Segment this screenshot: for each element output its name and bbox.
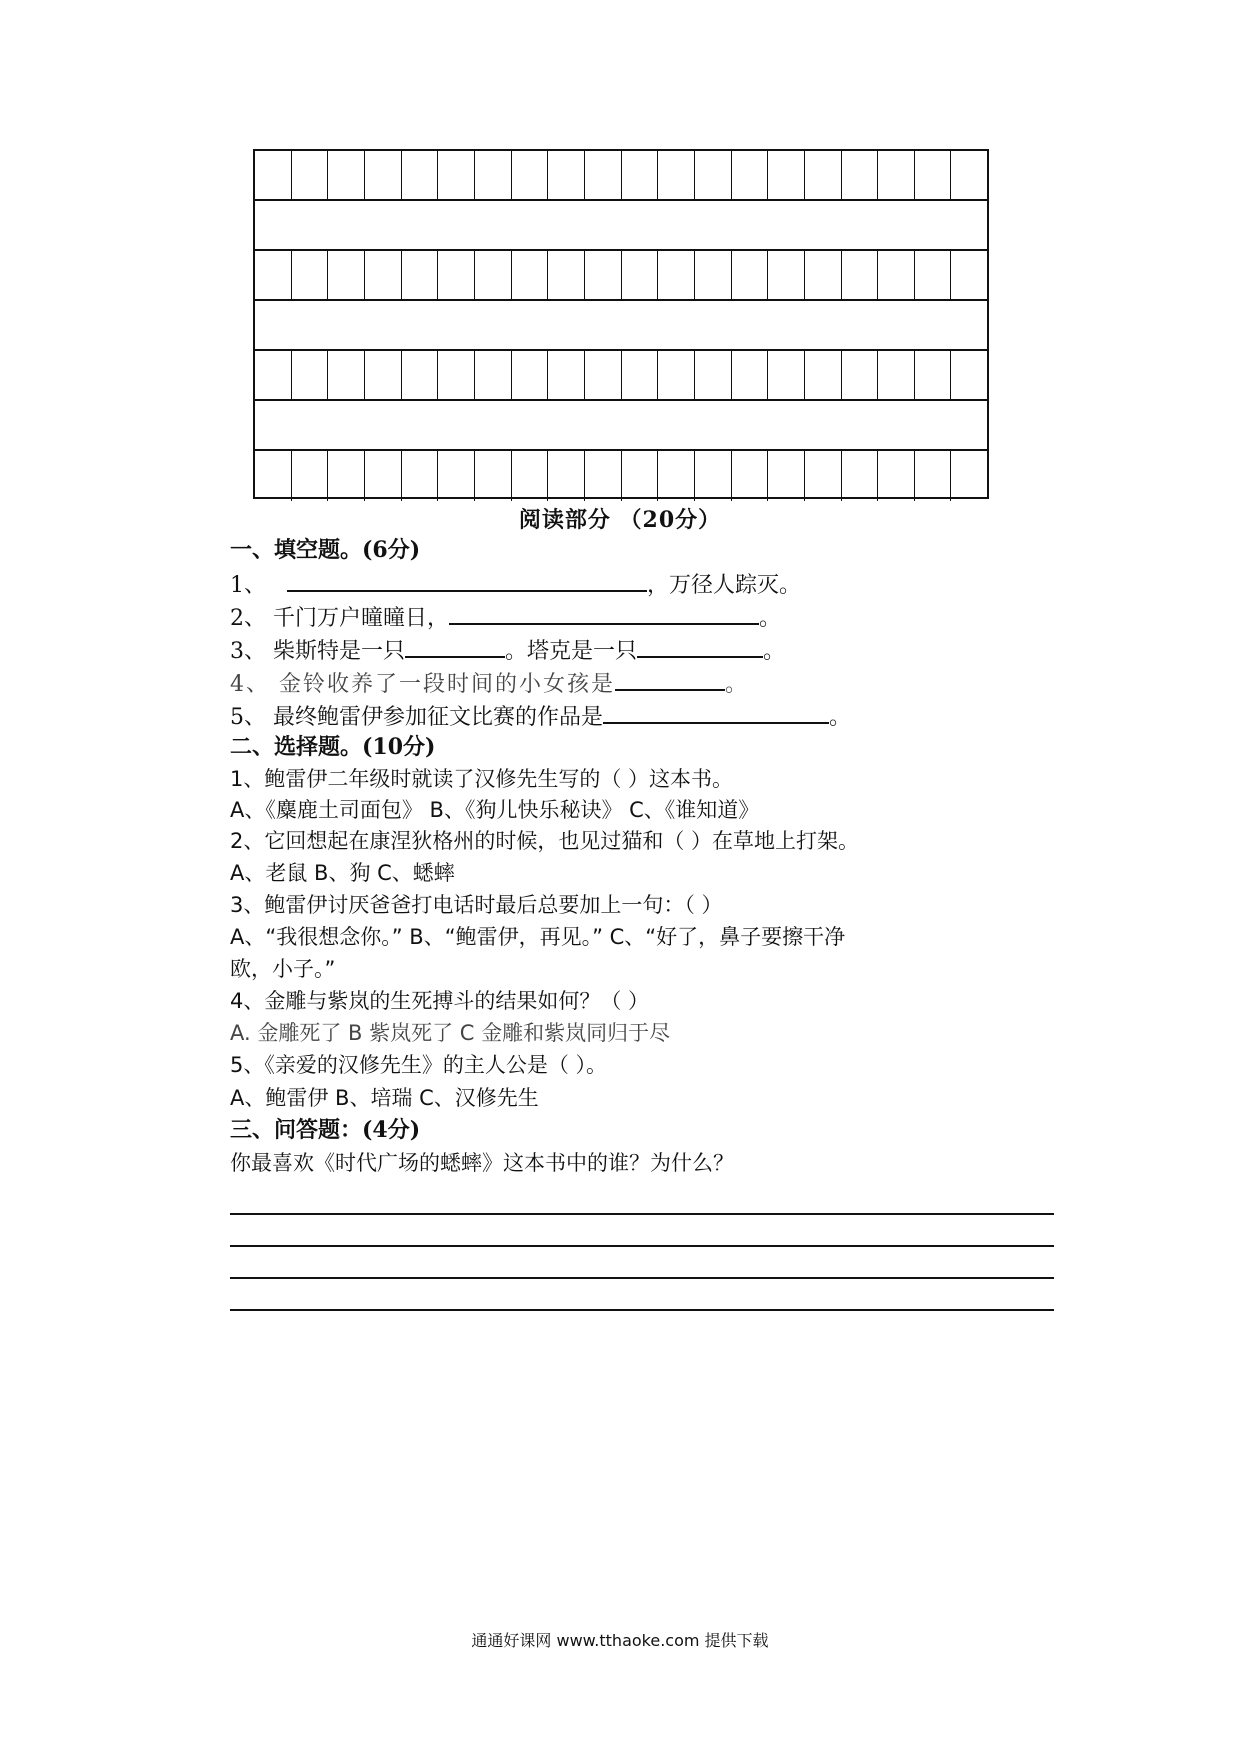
grid-cell[interactable] [695,251,732,299]
grid-cell[interactable] [915,251,952,299]
grid-cell[interactable] [658,151,695,199]
grid-cell-row [255,151,987,201]
grid-cell-row [255,251,987,301]
q4-suffix: 。 [725,672,750,697]
grid-cell[interactable] [255,151,292,199]
grid-cell[interactable] [255,451,292,501]
grid-cell[interactable] [585,351,622,399]
mc-q3-options-line2: 欧，小子。” [230,957,336,981]
grid-cell[interactable] [512,151,549,199]
grid-cell[interactable] [878,251,915,299]
fill-blank-q4 [230,667,749,700]
q1-blank[interactable] [287,568,647,592]
grid-cell[interactable] [732,251,769,299]
grid-cell[interactable] [512,251,549,299]
mc-q1: 1、鲍雷伊二年级时就读了汉修先生写的（ ）这本书。 [230,767,734,791]
grid-cell[interactable] [695,451,732,501]
grid-cell[interactable] [951,251,987,299]
q3-blank-2[interactable] [637,634,763,658]
grid-cell[interactable] [768,351,805,399]
fill-blank-q2 [230,601,781,634]
grid-cell[interactable] [328,451,365,501]
grid-cell[interactable] [878,151,915,199]
grid-cell[interactable] [842,151,879,199]
grid-cell[interactable] [951,351,987,399]
grid-cell[interactable] [768,451,805,501]
grid-cell-row [255,351,987,401]
grid-cell[interactable] [548,351,585,399]
fill-blank-q5 [230,700,851,733]
grid-cell[interactable] [732,451,769,501]
answer-line-1[interactable] [230,1213,1054,1215]
grid-cell[interactable] [475,251,512,299]
grid-cell[interactable] [658,451,695,501]
short-answer-heading: 三、问答题：(4分) [230,1117,421,1143]
footer-source: 通通好课网 www.tthaoke.com 提供下载 [471,1631,769,1650]
grid-cell-row [255,451,987,501]
q2-blank[interactable] [449,601,759,625]
mc-q4: 4、金雕与紫岚的生死搏斗的结果如何？（ ） [230,989,650,1013]
q4-prefix: 4、 金铃收养了一段时间的小女孩是 [230,672,615,697]
grid-cell[interactable] [292,351,329,399]
fill-blank-q3 [230,634,785,667]
mc-q5: 5、《亲爱的汉修先生》的主人公是（ ）。 [230,1053,608,1077]
grid-cell[interactable] [438,351,475,399]
grid-cell[interactable] [768,251,805,299]
q5-blank[interactable] [603,700,829,724]
grid-cell[interactable] [622,251,659,299]
mc-q4-options: A. 金雕死了 B 紫岚死了 C 金雕和紫岚同归于尽 [230,1021,671,1045]
mc-q3: 3、鲍雷伊讨厌爸爸打电话时最后总要加上一句：（ ） [230,893,723,917]
grid-cell[interactable] [842,251,879,299]
answer-line-3[interactable] [230,1277,1054,1279]
grid-cell[interactable] [658,351,695,399]
grid-cell[interactable] [732,151,769,199]
grid-cell[interactable] [585,251,622,299]
fill-blank-q1 [230,568,801,601]
grid-cell[interactable] [768,151,805,199]
mc-q5-options: A、鲍雷伊 B、培瑞 C、汉修先生 [230,1086,539,1110]
q3-blank-1[interactable] [405,634,505,658]
grid-cell[interactable] [585,451,622,501]
q1-suffix: ，万径人踪灭。 [647,573,802,598]
grid-cell[interactable] [548,251,585,299]
grid-cell[interactable] [512,351,549,399]
grid-cell[interactable] [365,351,402,399]
grid-blank-row [255,201,987,251]
grid-cell[interactable] [402,251,439,299]
q3-mid: 。塔克是一只 [505,639,638,664]
grid-cell[interactable] [695,351,732,399]
q5-suffix: 。 [829,705,852,730]
grid-cell[interactable] [292,251,329,299]
grid-cell[interactable] [512,451,549,501]
grid-cell[interactable] [915,451,952,501]
answer-line-4[interactable] [230,1309,1054,1311]
grid-cell[interactable] [842,451,879,501]
grid-blank-row [255,301,987,351]
grid-cell[interactable] [548,451,585,501]
grid-cell[interactable] [475,151,512,199]
answer-line-2[interactable] [230,1245,1054,1247]
grid-cell[interactable] [402,151,439,199]
mc-q1-options: A、《麋鹿土司面包》 B、《狗儿快乐秘诀》 C、《谁知道》 [230,798,760,822]
grid-cell[interactable] [878,351,915,399]
grid-cell[interactable] [658,251,695,299]
grid-cell[interactable] [695,151,732,199]
mc-q2: 2、它回想起在康涅狄格州的时候，也见过猫和（ ）在草地上打架。 [230,829,860,853]
multiple-choice-heading: 二、选择题。(10分) [230,734,436,760]
grid-cell[interactable] [548,151,585,199]
grid-blank-row [255,401,987,451]
grid-cell[interactable] [328,351,365,399]
fill-blank-heading: 一、填空题。(6分) [230,537,421,563]
q2-prefix: 2、 千门万户曈曈日， [230,606,449,631]
grid-cell[interactable] [805,351,842,399]
grid-cell[interactable] [365,451,402,501]
short-answer-question: 你最喜欢《时代广场的蟋蟀》这本书中的谁？为什么？ [230,1151,734,1175]
grid-cell[interactable] [805,251,842,299]
grid-cell[interactable] [292,151,329,199]
grid-cell[interactable] [365,251,402,299]
mc-q3-options-line1: A、“我很想念你。” B、“鲍雷伊，再见。” C、“好了，鼻子要擦干净 [230,925,846,949]
grid-cell[interactable] [805,451,842,501]
grid-cell[interactable] [915,351,952,399]
grid-cell[interactable] [292,451,329,501]
reading-section-title: 阅读部分 （20分） [518,507,722,533]
q4-blank[interactable] [615,667,725,691]
grid-cell[interactable] [475,451,512,501]
q1-prefix: 1、 [230,573,266,598]
grid-cell[interactable] [915,151,952,199]
grid-cell[interactable] [255,251,292,299]
grid-cell[interactable] [878,451,915,501]
grid-cell[interactable] [328,251,365,299]
grid-cell[interactable] [622,451,659,501]
q2-suffix: 。 [759,606,782,631]
grid-cell[interactable] [402,451,439,501]
grid-cell[interactable] [438,151,475,199]
grid-cell[interactable] [438,251,475,299]
grid-cell[interactable] [622,151,659,199]
mc-q2-options: A、老鼠 B、狗 C、蟋蟀 [230,861,455,885]
grid-cell[interactable] [585,151,622,199]
grid-cell[interactable] [402,351,439,399]
grid-cell[interactable] [475,351,512,399]
grid-cell[interactable] [365,151,402,199]
grid-cell[interactable] [328,151,365,199]
q3-suffix: 。 [763,639,786,664]
grid-cell[interactable] [732,351,769,399]
grid-cell[interactable] [805,151,842,199]
writing-grid [253,149,989,499]
grid-cell[interactable] [842,351,879,399]
q5-prefix: 5、 最终鲍雷伊参加征文比赛的作品是 [230,705,603,730]
grid-frame [253,149,989,499]
grid-cell[interactable] [438,451,475,501]
grid-cell[interactable] [622,351,659,399]
grid-cell[interactable] [951,151,987,199]
q3-prefix: 3、 柴斯特是一只 [230,639,405,664]
grid-cell[interactable] [951,451,987,501]
grid-cell[interactable] [255,351,292,399]
